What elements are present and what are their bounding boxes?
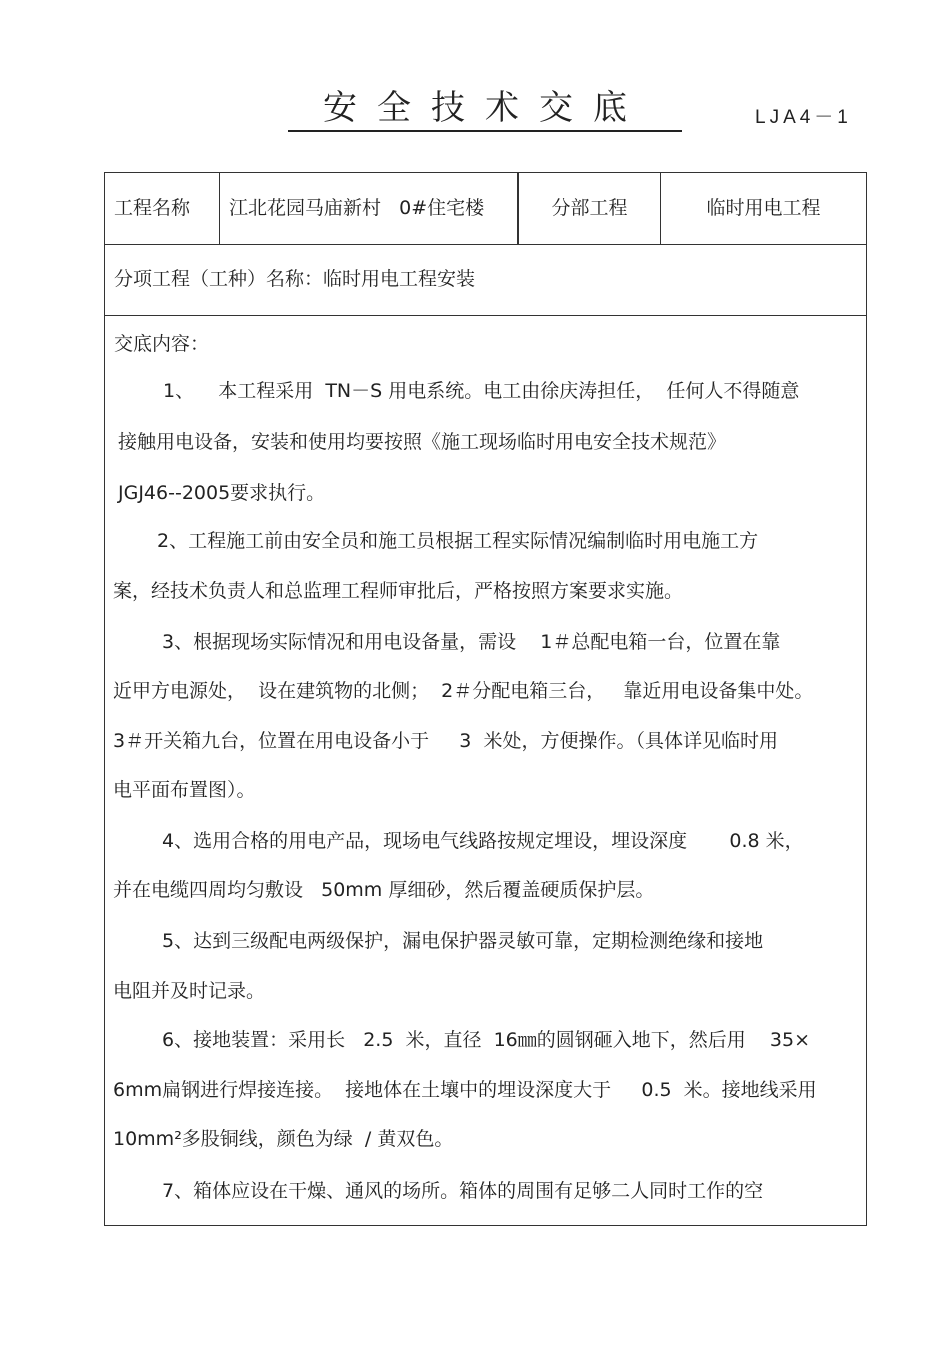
- content-line: 并在电缆四周均匀敷设 50mm 厚细砂，然后覆盖硬质保护层。: [113, 879, 655, 901]
- document-title: 安全技术交底: [288, 86, 682, 132]
- subitem-row: 分项工程（工种）名称：临时用电工程安装: [105, 245, 866, 316]
- content-line: 10mm²多股铜线，颜色为绿 / 黄双色。: [113, 1128, 454, 1150]
- content-line: 接触用电设备，安装和使用均要按照《施工现场临时用电安全技术规范》: [118, 431, 727, 453]
- document-code: LJA4－1: [755, 107, 852, 128]
- content-line: 电平面布置图）。: [113, 779, 256, 801]
- content-line: 5、达到三级配电两级保护，漏电保护器灵敏可靠，定期检测绝缘和接地: [162, 930, 764, 952]
- content-line: JGJ46--2005要求执行。: [118, 482, 326, 504]
- disclosure-table: [104, 172, 867, 1226]
- table-row-project: [105, 173, 866, 245]
- project-name-label: 工程名称: [105, 173, 220, 244]
- content-line: 4、选用合格的用电产品，现场电气线路按规定埋设，埋设深度 0.8 米，: [162, 830, 804, 852]
- content-line: 6、接地装置：采用长 2.5 米，直径 16㎜的圆钢砸入地下，然后用 35×: [162, 1029, 811, 1051]
- content-line: 1、 本工程采用 TN－S 用电系统。电工由徐庆涛担任， 任何人不得随意: [163, 380, 800, 402]
- content-line: 2、工程施工前由安全员和施工员根据工程实际情况编制临时用电施工方: [157, 530, 759, 552]
- content-line: 3＃开关箱九台，位置在用电设备小于 3 米处，方便操作。（具体详见临时用: [113, 730, 778, 752]
- content-line: 7、箱体应设在干燥、通风的场所。箱体的周围有足够二人同时工作的空: [162, 1180, 764, 1202]
- content-line: 6mm扁钢进行焊接连接。 接地体在土壤中的埋设深度大于 0.5 米。接地线采用: [113, 1079, 817, 1101]
- division-label: 分部工程: [519, 173, 661, 244]
- division-value: 临时用电工程: [706, 197, 821, 219]
- content-line: 近甲方电源处， 设在建筑物的北侧； 2＃分配电箱三台， 靠近用电设备集中处。: [113, 680, 814, 702]
- content-line: 3、根据现场实际情况和用电设备量，需设 1＃总配电箱一台，位置在靠: [162, 631, 781, 653]
- content-line: 电阻并及时记录。: [113, 980, 266, 1002]
- project-name-value: 江北花园马庙新村 0#住宅楼: [220, 173, 519, 244]
- content-line: 案，经技术负责人和总监理工程师审批后，严格按照方案要求实施。: [113, 580, 684, 602]
- content-label: 交底内容：: [114, 333, 210, 355]
